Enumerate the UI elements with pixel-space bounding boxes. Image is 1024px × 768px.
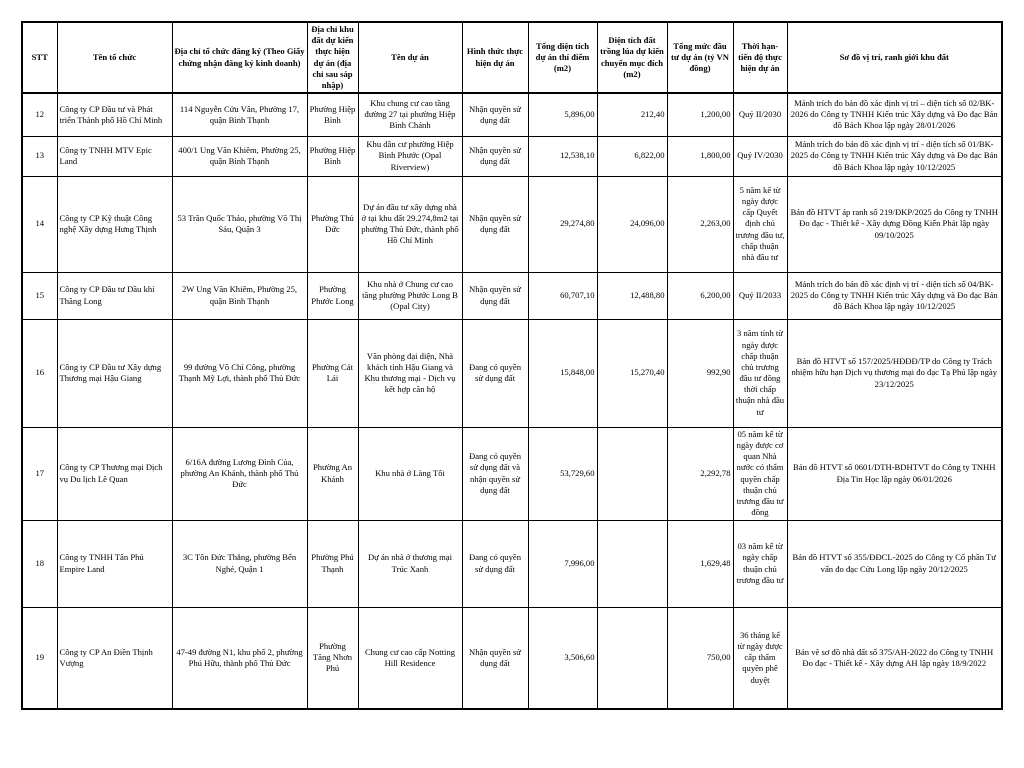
cell-duration: 5 năm kể từ ngày được cấp Quyết định chủ trương đầu tư, chấp thuận nhà đầu tư [733,176,787,272]
cell-land-plot-location: Phường Phú Thạnh [307,520,358,607]
cell-total-area: 12,538,10 [528,136,597,176]
cell-duration: Quý II/2030 [733,93,787,136]
cell-org-name: Công ty CP An Điền Thịnh Vượng [57,607,172,709]
cell-project-name: Khu dân cư phường Hiệp Bình Phước (Opal Riverview) [358,136,462,176]
table-row [22,520,1002,607]
header-cell-stt: STT [22,22,57,93]
cell-org-name: Công ty CP Đầu tư và Phát triển Thành phố Hồ Chí Minh [57,93,172,136]
cell-rice-land-area [597,427,667,520]
cell-implementation-form: Đang có quyền sử dụng đất và nhận quyền sử dụng đất [462,427,528,520]
cell-total-area: 3,506,60 [528,607,597,709]
header-cell-rice-land-area: Diện tích đất trồng lúa dự kiến chuyển mục đích (m2) [597,22,667,93]
header-cell-land-plot-location: Địa chỉ khu đất dự kiến thực hiện dự án (địa chỉ sau sáp nhập) [307,22,358,93]
cell-implementation-form: Nhận quyền sử dụng đất [462,176,528,272]
cell-implementation-form: Nhận quyền sử dụng đất [462,93,528,136]
cell-org-name: Công ty CP Thương mại Dịch vụ Du lịch Lê Quan [57,427,172,520]
cell-stt: 18 [22,520,57,607]
cell-stt: 19 [22,607,57,709]
cell-total-area: 53,729,60 [528,427,597,520]
cell-org-address: 400/1 Ung Văn Khiêm, Phường 25, quận Bình Thạnh [172,136,307,176]
cell-rice-land-area [597,607,667,709]
cell-duration: 05 năm kể từ ngày được cơ quan Nhà nước có thẩm quyền chấp thuận chủ trương đầu tư đồng [733,427,787,520]
cell-rice-land-area: 15,270,40 [597,319,667,427]
header-cell-org-address: Địa chỉ tổ chức đăng ký (Theo Giấy chứng nhận đăng ký kinh doanh) [172,22,307,93]
cell-location-map: Bản đồ HTVT số 157/2025/HĐĐĐ/TP do Công ty Trách nhiệm hữu hạn Dịch vụ thương mại đo đạc Tạ Phú lập ngày 23/12/2025 [787,319,1002,427]
header-cell-org-name: Tên tổ chức [57,22,172,93]
cell-total-area: 15,848,00 [528,319,597,427]
cell-total-area: 60,707,10 [528,272,597,319]
header-cell-total-investment: Tổng mức đầu tư dự án (tỷ VN đồng) [667,22,733,93]
header-cell-implementation-form: Hình thức thực hiện dự án [462,22,528,93]
cell-location-map: Mảnh trích đo bản đồ xác định vị trí - diện tích số 01/BK-2025 do Công ty TNHH Kiến trúc Xây dựng và Đo đạc Bản đồ Bách Khoa lập ngày 10/12/2025 [787,136,1002,176]
cell-stt: 15 [22,272,57,319]
cell-rice-land-area: 24,096,00 [597,176,667,272]
cell-project-name: Khu nhà ở Làng Tôi [358,427,462,520]
cell-total-area: 7,996,00 [528,520,597,607]
header-cell-project-name: Tên dự án [358,22,462,93]
cell-implementation-form: Nhận quyền sử dụng đất [462,136,528,176]
cell-project-name: Chung cư cao cấp Notting Hill Residence [358,607,462,709]
cell-stt: 12 [22,93,57,136]
table-row [22,427,1002,520]
cell-org-address: 47-49 đường N1, khu phố 2, phường Phú Hữu, thành phố Thủ Đức [172,607,307,709]
header-cell-total-area: Tổng diện tích dự án thí điểm (m2) [528,22,597,93]
cell-org-name: Công ty CP Đầu tư Dầu khí Thăng Long [57,272,172,319]
table-row [22,607,1002,709]
table-header-row [22,22,1002,93]
cell-total-investment: 992,90 [667,319,733,427]
cell-org-address: 6/16A đường Lương Đình Của, phường An Khánh, thành phố Thủ Đức [172,427,307,520]
cell-project-name: Văn phòng đại diện, Nhà khách tỉnh Hậu Giang và Khu thương mại - Dịch vụ kết hợp căn hộ [358,319,462,427]
cell-total-investment: 1,200,00 [667,93,733,136]
cell-project-name: Dự án đầu tư xây dựng nhà ở tại khu đất 29.274,8m2 tại phường Thủ Đức, thành phố Hồ Chí Minh [358,176,462,272]
cell-org-name: Công ty CP Đầu tư Xây dựng Thương mại Hậu Giang [57,319,172,427]
table-row [22,176,1002,272]
cell-implementation-form: Đang có quyền sử dụng đất [462,520,528,607]
cell-stt: 16 [22,319,57,427]
cell-org-address: 3C Tôn Đức Thắng, phường Bến Nghé, Quận 1 [172,520,307,607]
cell-rice-land-area [597,520,667,607]
cell-org-address: 114 Nguyễn Cửu Vân, Phường 17, quận Bình Thạnh [172,93,307,136]
table-row [22,93,1002,136]
cell-location-map: Bản vẽ sơ đồ nhà đất số 375/AH-2022 do Công ty TNHH Đo đạc - Thiết kế - Xây dựng AH lập ngày 18/9/2022 [787,607,1002,709]
cell-duration: 03 năm kể từ ngày chấp thuận chủ trương đầu tư [733,520,787,607]
cell-land-plot-location: Phường Tăng Nhơn Phú [307,607,358,709]
cell-land-plot-location: Phường An Khánh [307,427,358,520]
cell-total-area: 29,274,80 [528,176,597,272]
cell-org-name: Công ty TNHH Tân Phú Empire Land [57,520,172,607]
cell-total-investment: 750,00 [667,607,733,709]
cell-duration: 36 tháng kể từ ngày được cấp thẩm quyền phê duyệt [733,607,787,709]
cell-rice-land-area: 12,488,80 [597,272,667,319]
cell-land-plot-location: Phường Hiệp Bình [307,93,358,136]
cell-total-investment: 2,292,78 [667,427,733,520]
cell-land-plot-location: Phường Cát Lái [307,319,358,427]
cell-implementation-form: Nhận quyền sử dụng đất [462,607,528,709]
cell-location-map: Bản đồ HTVT áp ranh số 219/ĐKP/2025 do Công ty TNHH Đo đạc - Thiết kế - Xây dựng Đồng Kiến Phát lập ngày 09/10/2025 [787,176,1002,272]
header-cell-duration: Thời hạn- tiến độ thực hiện dự án [733,22,787,93]
table-row [22,319,1002,427]
cell-land-plot-location: Phường Thủ Đức [307,176,358,272]
projects-table [21,21,1003,710]
cell-org-name: Công ty TNHH MTV Epic Land [57,136,172,176]
cell-stt: 14 [22,176,57,272]
cell-org-name: Công ty CP Kỹ thuật Công nghệ Xây dựng Hưng Thịnh [57,176,172,272]
cell-stt: 13 [22,136,57,176]
cell-implementation-form: Đang có quyền sử dụng đất [462,319,528,427]
cell-location-map: Bản đồ HTVT số 0601/DTH-BDHTVT do Công ty TNHH Địa Tin Học lập ngày 06/01/2026 [787,427,1002,520]
cell-total-investment: 6,200,00 [667,272,733,319]
cell-duration: 3 năm tính từ ngày được chấp thuận chủ trương đầu tư đồng thời chấp thuận nhà đầu tư [733,319,787,427]
cell-duration: Quý II/2033 [733,272,787,319]
cell-land-plot-location: Phường Phước Long [307,272,358,319]
cell-org-address: 53 Trần Quốc Thảo, phường Võ Thị Sáu, Quận 3 [172,176,307,272]
cell-stt: 17 [22,427,57,520]
cell-location-map: Mảnh trích đo bản đồ xác định vị trí - diện tích số 04/BK-2025 do Công ty TNHH Kiến trúc Xây dựng và Đo đạc Bản đồ Bách Khoa lập ngày 10/12/2025 [787,272,1002,319]
cell-org-address: 2W Ung Văn Khiêm, Phường 25, quận Bình Thạnh [172,272,307,319]
cell-rice-land-area: 212,40 [597,93,667,136]
cell-rice-land-area: 6,822,00 [597,136,667,176]
table-row [22,272,1002,319]
cell-project-name: Dự án nhà ở thương mại Trúc Xanh [358,520,462,607]
cell-total-investment: 1,629,48 [667,520,733,607]
cell-implementation-form: Nhận quyền sử dụng đất [462,272,528,319]
cell-land-plot-location: Phường Hiệp Bình [307,136,358,176]
cell-project-name: Khu chung cư cao tầng đường 27 tại phường Hiệp Bình Chánh [358,93,462,136]
header-cell-location-map: Sơ đồ vị trí, ranh giới khu đất [787,22,1002,93]
cell-location-map: Mảnh trích đo bản đồ xác định vị trí – diện tích số 02/BK-2026 do Công ty TNHH Kiến trúc Xây dựng và Đo đạc Bản đồ Bách Khoa lập ngày 28/01/2026 [787,93,1002,136]
cell-org-address: 99 đường Võ Chí Công, phường Thạnh Mỹ Lợi, thành phố Thủ Đức [172,319,307,427]
cell-duration: Quý IV/2030 [733,136,787,176]
cell-project-name: Khu nhà ở Chung cư cao tầng phường Phước Long B (Opal City) [358,272,462,319]
table-body [22,93,1002,709]
cell-total-investment: 2,263,00 [667,176,733,272]
cell-location-map: Bản đồ HTVT số 355/ĐĐCL-2025 do Công ty Cổ phần Tư vấn đo đạc Cửu Long lập ngày 20/12/2025 [787,520,1002,607]
table-row [22,136,1002,176]
cell-total-investment: 1,800,00 [667,136,733,176]
cell-total-area: 5,896,00 [528,93,597,136]
